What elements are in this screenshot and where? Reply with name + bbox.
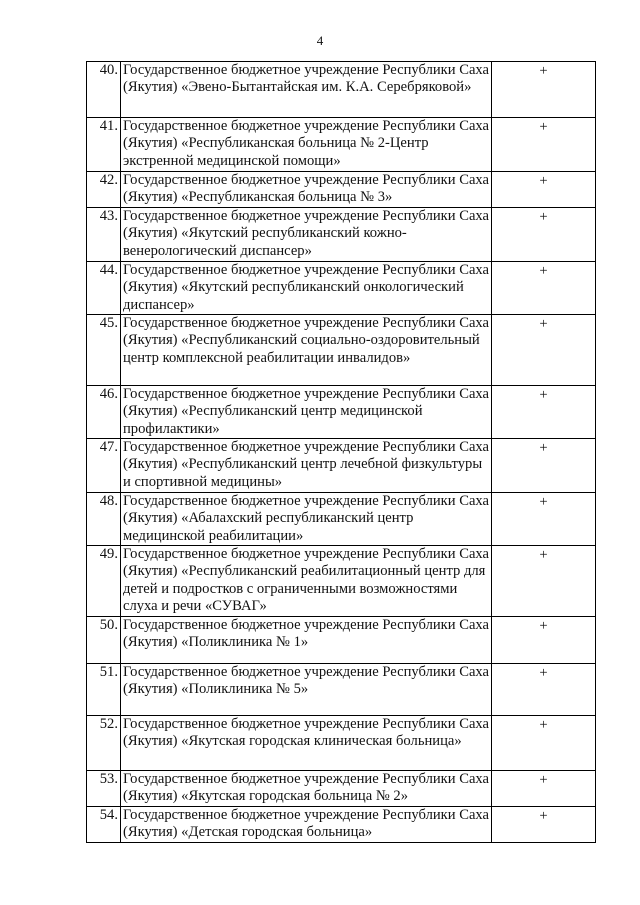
institution-name: Государственное бюджетное учреждение Республики Саха (Якутия) «Абалахский республиканский центр медицинской реабилитации» — [121, 493, 492, 546]
table-row — [87, 208, 596, 262]
plus-mark: + — [492, 172, 596, 208]
institution-name: Государственное бюджетное учреждение Республики Саха (Якутия) «Эвено-Бытантайская им. К.А. Серебряковой» — [121, 62, 492, 118]
institution-name: Государственное бюджетное учреждение Республики Саха (Якутия) «Республиканский реабилитационный центр для детей и подростков с ограниченными возможностями слуха и речи «СУВАГ» — [121, 546, 492, 617]
row-number: 48. — [87, 493, 121, 546]
table-row — [87, 315, 596, 386]
plus-mark: + — [492, 208, 596, 262]
plus-mark: + — [492, 546, 596, 617]
plus-mark: + — [492, 771, 596, 807]
plus-mark: + — [492, 386, 596, 439]
row-number: 49. — [87, 546, 121, 617]
row-number: 46. — [87, 386, 121, 439]
page-number: 4 — [316, 33, 324, 48]
table-row — [87, 172, 596, 208]
plus-mark: + — [492, 315, 596, 386]
table-row — [87, 546, 596, 617]
plus-mark: + — [492, 493, 596, 546]
table-row — [87, 664, 596, 716]
institution-name: Государственное бюджетное учреждение Республики Саха (Якутия) «Якутский республиканский онкологический диспансер» — [121, 262, 492, 315]
plus-mark: + — [492, 617, 596, 664]
row-number: 42. — [87, 172, 121, 208]
row-number: 54. — [87, 806, 121, 842]
institution-name: Государственное бюджетное учреждение Республики Саха (Якутия) «Республиканский центр лечебной физкультуры и спортивной медицины» — [121, 439, 492, 493]
row-number: 43. — [87, 208, 121, 262]
plus-mark: + — [492, 262, 596, 315]
row-number: 41. — [87, 118, 121, 172]
institution-name: Государственное бюджетное учреждение Республики Саха (Якутия) «Республиканский центр медицинской профилактики» — [121, 386, 492, 439]
plus-mark: + — [492, 62, 596, 118]
table-row — [87, 439, 596, 493]
institution-name: Государственное бюджетное учреждение Республики Саха (Якутия) «Поликлиника № 1» — [121, 617, 492, 664]
plus-mark: + — [492, 439, 596, 493]
institution-name: Государственное бюджетное учреждение Республики Саха (Якутия) «Якутская городская клиническая больница» — [121, 716, 492, 771]
table-row — [87, 493, 596, 546]
institution-name: Государственное бюджетное учреждение Республики Саха (Якутия) «Якутский республиканский кожно-венерологический диспансер» — [121, 208, 492, 262]
table-row — [87, 806, 596, 842]
institution-name: Государственное бюджетное учреждение Республики Саха (Якутия) «Поликлиника № 5» — [121, 664, 492, 716]
plus-mark: + — [492, 716, 596, 771]
row-number: 51. — [87, 664, 121, 716]
institution-name: Государственное бюджетное учреждение Республики Саха (Якутия) «Якутская городская больница № 2» — [121, 771, 492, 807]
institution-name: Государственное бюджетное учреждение Республики Саха (Якутия) «Республиканский социально-оздоровительный центр комплексной реабилитации инвалидов» — [121, 315, 492, 386]
row-number: 40. — [87, 62, 121, 118]
institution-name: Государственное бюджетное учреждение Республики Саха (Якутия) «Детская городская больница» — [121, 806, 492, 842]
row-number: 52. — [87, 716, 121, 771]
row-number: 47. — [87, 439, 121, 493]
table-row — [87, 617, 596, 664]
table-row — [87, 118, 596, 172]
row-number: 53. — [87, 771, 121, 807]
plus-mark: + — [492, 664, 596, 716]
row-number: 44. — [87, 262, 121, 315]
table-row — [87, 262, 596, 315]
row-number: 45. — [87, 315, 121, 386]
institution-name: Государственное бюджетное учреждение Республики Саха (Якутия) «Республиканская больница № 2-Центр экстренной медицинской помощи» — [121, 118, 492, 172]
table-row — [87, 716, 596, 771]
plus-mark: + — [492, 118, 596, 172]
table-row — [87, 386, 596, 439]
plus-mark: + — [492, 806, 596, 842]
row-number: 50. — [87, 617, 121, 664]
table-row — [87, 62, 596, 118]
institutions-table — [86, 61, 596, 843]
table-row — [87, 771, 596, 807]
institution-name: Государственное бюджетное учреждение Республики Саха (Якутия) «Республиканская больница № 3» — [121, 172, 492, 208]
